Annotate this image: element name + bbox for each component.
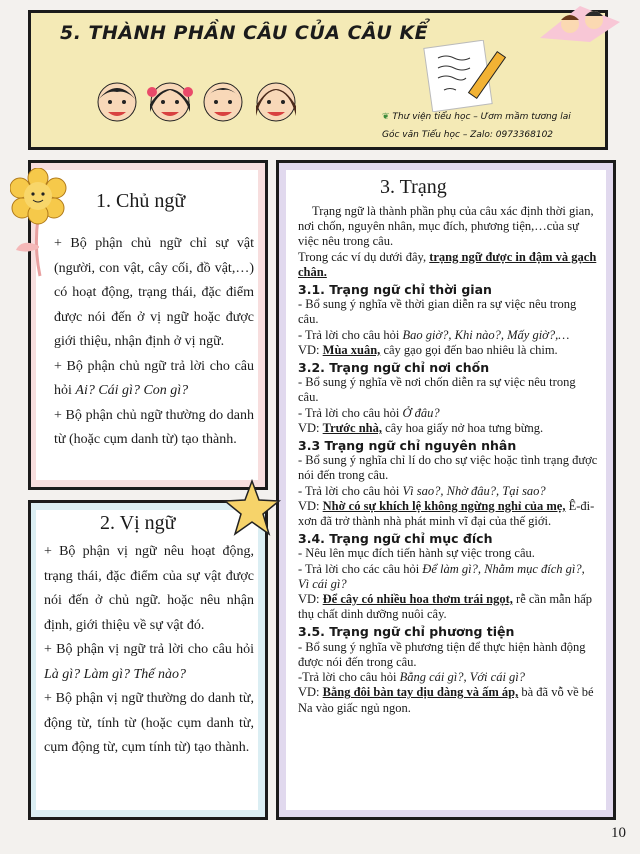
vi-ngu-p3: + Bộ phận vị ngữ thường do danh từ, động từ, tính từ (hoặc cụm danh từ, cụm động từ, cụm tính từ) tạo thành. bbox=[44, 691, 254, 755]
s2-line1: - Bổ sung ý nghĩa về nơi chốn diễn ra sự việc nêu trong câu. bbox=[298, 375, 576, 405]
s3-example: VD: Nhờ có sự khích lệ không ngừng nghỉ của mẹ, Ê-đi-xơn đã trở thành nhà phát minh vĩ đại của thế giới. bbox=[298, 498, 595, 529]
s2-heading: 3.2. Trạng ngữ chỉ nơi chốn bbox=[298, 360, 490, 376]
s4-heading: 3.4. Trạng ngữ chỉ mục đích bbox=[298, 531, 493, 547]
section-title-trang-ngu: 3. Trạng bbox=[380, 176, 447, 198]
s5-line1: - Bổ sung ý nghĩa về phương tiện để thực hiện hành động được nói đến trong câu. bbox=[298, 639, 586, 669]
credit-line-2: Góc văn Tiểu học – Zalo: 0973368102 bbox=[382, 130, 554, 140]
vi-ngu-p1: + Bộ phận vị ngữ nêu hoạt động, trạng thái, đặc điểm của sự vật được nói đến ở chủ ngữ. hoặc nêu nhận định, giới thiệu về sự vật đó. bbox=[44, 544, 254, 633]
star-icon bbox=[222, 478, 282, 538]
s4-line1: - Nêu lên mục đích tiến hành sự việc trong câu. bbox=[298, 546, 535, 561]
credit-line-1: ❦ Thư viện tiểu học – Ươm mầm tương lai bbox=[382, 112, 571, 122]
chu-ngu-p2: + Bộ phận chủ ngữ trả lời cho câu hỏi Ai? Cái gì? Con gì? bbox=[54, 358, 254, 398]
page-number: 10 bbox=[611, 825, 626, 841]
s4-example: VD: Để cây có nhiều hoa thơm trái ngọt, rễ cần mẫn hấp thụ chất dinh dưỡng nuôi cây. bbox=[298, 592, 593, 622]
s2-line2: - Trả lời cho câu hỏi Ở đâu? bbox=[298, 405, 440, 420]
trang-ngu-content bbox=[298, 204, 598, 716]
kids-illustration bbox=[92, 72, 302, 134]
leaf-logo-icon: ❦ bbox=[382, 112, 390, 122]
section-title-vi-ngu: 2. Vị ngữ bbox=[100, 512, 176, 534]
section-title-chu-ngu: 1. Chủ ngữ bbox=[96, 190, 186, 212]
chu-ngu-p3: + Bộ phận chủ ngữ thường do danh từ (hoặc cụm danh từ) tạo thành. bbox=[54, 407, 254, 447]
corner-decoration bbox=[540, 2, 620, 42]
page-title: 5. THÀNH PHẦN CÂU CỦA CÂU KỂ bbox=[60, 22, 429, 44]
trang-ngu-example-note: Trong các ví dụ dưới đây, trạng ngữ được in đậm và gạch chân. bbox=[298, 249, 597, 279]
s5-example: VD: Bằng đôi bàn tay dịu dàng và ấm áp, bà đã vỗ về bé Na vào giấc ngủ ngon. bbox=[298, 685, 594, 715]
s1-line2: - Trả lời cho câu hỏi Bao giờ?, Khi nào?, Mấy giờ?,… bbox=[298, 327, 570, 342]
s1-example: VD: Mùa xuân, cây gạo gọi đến bao nhiêu là chim. bbox=[298, 342, 558, 357]
s3-line2: - Trả lời cho câu hỏi Vì sao?, Nhờ đâu?, Tại sao? bbox=[298, 483, 546, 498]
chu-ngu-p1: + Bộ phận chủ ngữ chỉ sự vật (người, con vật, cây cối, đồ vật,…) có hoạt động, trạng thái, đặc điểm được nói đến ở vị ngữ hoặc được giới thiệu, nhận định ở vị ngữ. bbox=[54, 236, 254, 349]
vi-ngu-content bbox=[44, 540, 254, 761]
s1-heading: 3.1. Trạng ngữ chỉ thời gian bbox=[298, 282, 492, 298]
s3-line1: - Bổ sung ý nghĩa chỉ lí do cho sự việc hoặc tình trạng được nói đến trong câu. bbox=[298, 453, 598, 483]
s5-heading: 3.5. Trạng ngữ chỉ phương tiện bbox=[298, 624, 515, 640]
trang-ngu-intro: Trạng ngữ là thành phần phụ của câu xác định thời gian, nơi chốn, nguyên nhân, mục đích, phương tiện,…của sự việc nêu trong câu. bbox=[298, 204, 594, 249]
chu-ngu-content bbox=[54, 232, 254, 453]
s5-line2: -Trả lời cho câu hỏi Bằng cái gì?, Với cái gì? bbox=[298, 670, 526, 685]
s1-line1: - Bổ sung ý nghĩa về thời gian diễn ra sự việc nêu trong câu. bbox=[298, 297, 577, 327]
pencil-paper-illustration bbox=[420, 40, 530, 112]
s4-line2: - Trả lời cho các câu hỏi Để làm gì?, Nhằm mục đích gì?, Vì cái gì? bbox=[298, 561, 585, 591]
s2-example: VD: Trước nhà, cây hoa giấy nở hoa tưng bừng. bbox=[298, 420, 544, 435]
s3-heading: 3.3 Trạng ngữ chỉ nguyên nhân bbox=[298, 438, 517, 454]
vi-ngu-p2: + Bộ phận vị ngữ trả lời cho câu hỏi Là gì? Làm gì? Thế nào? bbox=[44, 642, 254, 682]
